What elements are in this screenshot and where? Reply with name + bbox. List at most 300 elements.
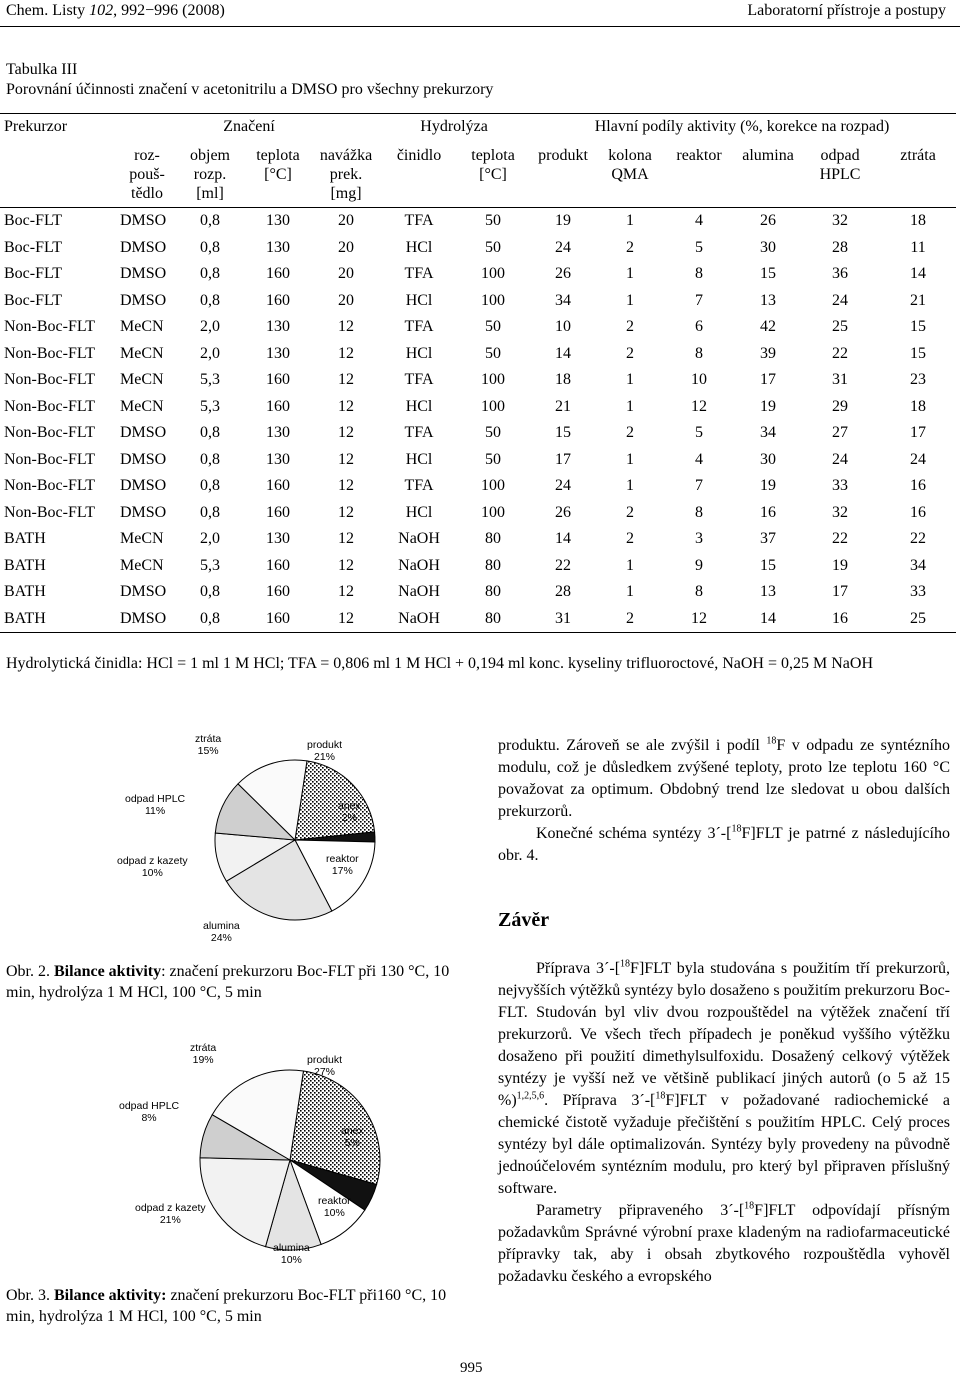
table-row bbox=[0, 553, 956, 580]
table-row bbox=[0, 341, 956, 368]
pie-label-value: 10% bbox=[141, 867, 163, 879]
table-cell: 2 bbox=[626, 318, 635, 335]
pie-label bbox=[273, 1242, 310, 1266]
pie-label bbox=[326, 853, 359, 877]
table-cell: 8 bbox=[695, 344, 704, 362]
table-row bbox=[0, 288, 956, 315]
table-cell: 50 bbox=[485, 344, 502, 362]
table-cell: 22 bbox=[832, 530, 849, 547]
table-cell: 16 bbox=[760, 503, 777, 521]
table-cell: 28 bbox=[555, 583, 572, 600]
table-cell: 12 bbox=[338, 344, 355, 362]
table-cell: 0,8 bbox=[200, 291, 220, 309]
table-cell: 27 bbox=[832, 424, 849, 441]
pie-label-value: 21% bbox=[159, 1214, 181, 1226]
table-cell: 0,8 bbox=[200, 424, 220, 441]
table-cell: HCl bbox=[405, 397, 433, 415]
table-cell: TFA bbox=[404, 424, 434, 441]
table-row bbox=[0, 526, 956, 553]
subheader-cell: teplota [°C] bbox=[458, 140, 528, 208]
data-table bbox=[0, 113, 956, 633]
table-cell: 5 bbox=[695, 238, 704, 256]
table-caption bbox=[6, 60, 493, 100]
table-cell: DMSO bbox=[120, 238, 167, 256]
pie-label-value: 24% bbox=[210, 932, 232, 944]
table-cell: 32 bbox=[832, 212, 849, 229]
table-cell: 34 bbox=[555, 291, 572, 309]
table-cell: 24 bbox=[832, 450, 849, 468]
table-cell: 31 bbox=[832, 371, 849, 388]
pie-label-value: 10% bbox=[280, 1254, 302, 1266]
pie-slice-produkt bbox=[295, 761, 375, 840]
pie-svg bbox=[100, 1030, 480, 1270]
pie-label-name: alumina bbox=[273, 1242, 310, 1254]
table-cell: Non-Boc-FLT bbox=[4, 397, 95, 415]
table-cell: 24 bbox=[555, 477, 572, 494]
table-cell: 160 bbox=[266, 291, 290, 309]
table-cell: 24 bbox=[832, 291, 849, 309]
page-number: 995 bbox=[460, 1360, 483, 1376]
table-cell: NaOH bbox=[398, 583, 440, 600]
table-cell: 13 bbox=[760, 583, 777, 600]
pie-label-name: anex bbox=[341, 1125, 364, 1137]
table-cell: MeCN bbox=[120, 397, 164, 415]
pie-label bbox=[318, 1195, 351, 1219]
table-cell: 80 bbox=[485, 556, 502, 574]
table-cell: Non-Boc-FLT bbox=[4, 477, 95, 494]
table-cell: 26 bbox=[555, 503, 572, 521]
pie-label-name: odpad HPLC bbox=[119, 1100, 180, 1112]
table-cell: 1 bbox=[626, 212, 635, 229]
pie-label-name: anex bbox=[338, 800, 361, 812]
table-cell: 160 bbox=[266, 397, 290, 415]
table-cell: 130 bbox=[266, 424, 290, 441]
table-cell: 15 bbox=[760, 265, 777, 282]
section-heading: Závěr bbox=[498, 909, 550, 931]
table-cell: HCl bbox=[405, 238, 433, 256]
table-cell: 25 bbox=[832, 318, 849, 335]
table-cell: 17 bbox=[832, 583, 849, 600]
subheader-cell: reaktor bbox=[662, 140, 736, 208]
table-cell: DMSO bbox=[118, 606, 176, 633]
table-cell: 18 bbox=[555, 371, 572, 388]
table-cell: TFA bbox=[404, 477, 434, 494]
table-cell: Boc-FLT bbox=[4, 291, 63, 309]
table-cell: BATH bbox=[4, 530, 46, 547]
pie-label-value: 19% bbox=[192, 1054, 214, 1066]
table-cell: 10 bbox=[555, 318, 572, 335]
table-cell: DMSO bbox=[120, 477, 167, 494]
table-cell: 34 bbox=[760, 424, 777, 441]
table-cell: 1 bbox=[626, 556, 635, 574]
table-cell: 37 bbox=[760, 530, 777, 547]
table-title: Porovnání účinnosti značení v acetonitrilu a DMSO pro všechny prekurzory bbox=[6, 81, 494, 98]
table-cell: 12 bbox=[312, 606, 380, 633]
table-cell: 12 bbox=[338, 450, 355, 468]
running-header-section: Laboratorní přístroje a postupy bbox=[747, 2, 946, 19]
table-cell: 8 bbox=[695, 503, 704, 521]
table-cell: 4 bbox=[695, 450, 704, 468]
table-row bbox=[0, 208, 956, 235]
table-row bbox=[0, 261, 956, 288]
table-cell: 26 bbox=[760, 212, 777, 229]
table-cell: 130 bbox=[266, 212, 290, 229]
table-cell: 36 bbox=[832, 265, 849, 282]
table-cell: 24 bbox=[555, 238, 572, 256]
table-cell: 22 bbox=[555, 556, 572, 574]
table-cell: 2 bbox=[626, 344, 635, 362]
table-cell: 33 bbox=[910, 583, 927, 600]
paragraph-top: produktu. Zároveň se ale zvýšil i podíl $^{18}$F v odpadu ze syntézního modulu, což je důsledkem zvýšené teploty, proto lze teplotu 160 °C považovat za optimum. Obdobný trend lze sledovat u obou dalších prekurzorů. Konečné schéma syntézy 3´-[$^{18}$F]FLT je patrné z následujícího obr. 4. bbox=[498, 735, 950, 864]
table-cell: 12 bbox=[338, 397, 355, 415]
pie-label bbox=[195, 733, 221, 757]
table-cell: 34 bbox=[910, 556, 927, 574]
pie-label-name: alumina bbox=[203, 920, 240, 932]
table-cell: 16 bbox=[910, 477, 927, 494]
table-cell: BATH bbox=[0, 606, 118, 633]
table-cell: 11 bbox=[910, 238, 926, 256]
pie-label-value: 5% bbox=[344, 1137, 360, 1149]
table-cell: MeCN bbox=[120, 371, 164, 388]
table-cell: 28 bbox=[832, 238, 849, 256]
table-cell: 80 bbox=[485, 530, 502, 547]
table-cell: 160 bbox=[266, 371, 290, 388]
pie-label-name: odpad z kazety bbox=[117, 855, 188, 867]
table-cell: 130 bbox=[266, 530, 290, 547]
table-cell: 0,8 bbox=[200, 265, 220, 282]
table-cell: 0,8 bbox=[200, 583, 220, 600]
table-cell: 29 bbox=[832, 397, 849, 415]
table-cell: TFA bbox=[404, 318, 434, 335]
pie-label-name: reaktor bbox=[326, 853, 359, 865]
table-cell: 2 bbox=[626, 238, 635, 256]
table-cell: 2,0 bbox=[200, 530, 220, 547]
table-cell: 15 bbox=[910, 344, 927, 362]
table-cell: Boc-FLT bbox=[4, 212, 63, 229]
table-cell: 2,0 bbox=[200, 318, 220, 335]
table-cell: 100 bbox=[481, 503, 506, 521]
table-cell: 12 bbox=[338, 477, 355, 494]
table-cell: 30 bbox=[760, 450, 777, 468]
running-header-journal: Chem. Listy 102, 992−996 (2008) bbox=[6, 2, 225, 19]
table-cell: 16 bbox=[910, 503, 927, 521]
table-cell: 5,3 bbox=[200, 556, 220, 574]
table-cell: BATH bbox=[4, 556, 46, 574]
table-cell: 2 bbox=[598, 606, 662, 633]
table-cell: 5,3 bbox=[200, 397, 220, 415]
subheader-cell: kolona QMA bbox=[598, 140, 662, 208]
pie-label-value: 15% bbox=[197, 745, 219, 757]
pie-label bbox=[117, 855, 188, 879]
subheader-cell: roz- pouš- tědlo bbox=[118, 140, 176, 208]
table-cell: 80 bbox=[485, 583, 502, 600]
table-cell: 26 bbox=[555, 265, 572, 282]
table-cell: 32 bbox=[832, 503, 849, 521]
table-cell: 19 bbox=[760, 397, 777, 415]
table-cell: HCl bbox=[405, 450, 433, 468]
table-cell: MeCN bbox=[120, 530, 164, 547]
table-cell: 0,8 bbox=[176, 606, 244, 633]
pie-label bbox=[307, 1054, 342, 1078]
header-hydrolyza: Hydrolýza bbox=[380, 114, 528, 141]
table-cell: 160 bbox=[266, 583, 290, 600]
table-cell: 2 bbox=[626, 424, 635, 441]
table-cell: 1 bbox=[626, 477, 635, 494]
table-cell: 15 bbox=[910, 318, 927, 335]
table-row bbox=[0, 367, 956, 394]
table-cell: 1 bbox=[626, 450, 635, 468]
pie-label bbox=[190, 1042, 216, 1066]
table-cell: 5,3 bbox=[200, 371, 220, 388]
table-cell: 14 bbox=[736, 606, 800, 633]
table-cell: 0,8 bbox=[200, 212, 220, 229]
table-cell: 18 bbox=[910, 397, 927, 415]
table-cell: 3 bbox=[695, 530, 704, 547]
table-cell: 22 bbox=[910, 530, 927, 547]
table-cell: 30 bbox=[760, 238, 777, 256]
subheader-cell: objem rozp. [ml] bbox=[176, 140, 244, 208]
table-cell: 42 bbox=[760, 318, 777, 335]
table-cell: 8 bbox=[695, 583, 704, 600]
table-row bbox=[0, 394, 956, 421]
table-cell: 1 bbox=[626, 265, 635, 282]
table-row bbox=[0, 314, 956, 341]
table-cell: 1 bbox=[626, 397, 635, 415]
table-cell: 17 bbox=[555, 450, 572, 468]
header-znaceni: Značení bbox=[118, 114, 380, 141]
table-cell: 1 bbox=[626, 583, 635, 600]
table-cell: 20 bbox=[338, 291, 355, 309]
table-cell: 2 bbox=[626, 503, 635, 521]
table-cell: 24 bbox=[910, 450, 927, 468]
table-cell: 2 bbox=[626, 530, 635, 547]
subheader-cell: teplota [°C] bbox=[244, 140, 312, 208]
pie-label bbox=[135, 1202, 206, 1226]
table-cell: 14 bbox=[910, 265, 927, 282]
pie-label-name: produkt bbox=[307, 1054, 343, 1066]
table-cell: Non-Boc-FLT bbox=[4, 503, 95, 521]
table-cell: 15 bbox=[555, 424, 572, 441]
table-cell: Non-Boc-FLT bbox=[4, 344, 95, 362]
table-cell: 15 bbox=[760, 556, 777, 574]
table-group-header bbox=[0, 114, 956, 141]
table-cell: DMSO bbox=[120, 265, 167, 282]
table-cell: 12 bbox=[338, 503, 355, 521]
header-podily: Hlavní podíly aktivity (%, korekce na rozpad) bbox=[528, 114, 956, 141]
table-cell: 160 bbox=[266, 265, 290, 282]
table-row bbox=[0, 606, 956, 633]
table-cell: 14 bbox=[555, 344, 572, 362]
table-cell: TFA bbox=[404, 212, 434, 229]
pie-label bbox=[203, 920, 240, 944]
table-cell: 20 bbox=[338, 212, 355, 229]
table-cell: 50 bbox=[485, 450, 502, 468]
table-cell: 50 bbox=[485, 238, 502, 256]
table-row bbox=[0, 500, 956, 527]
table-cell: 12 bbox=[338, 556, 355, 574]
table-cell: 12 bbox=[338, 530, 355, 547]
table-cell: Non-Boc-FLT bbox=[4, 371, 95, 388]
pie-label-value: 2% bbox=[341, 812, 357, 824]
table-cell: 20 bbox=[338, 238, 355, 256]
table-cell: NaOH bbox=[398, 556, 440, 574]
table-cell: 2,0 bbox=[200, 344, 220, 362]
pie-label bbox=[307, 739, 342, 763]
header-rule bbox=[0, 26, 960, 27]
table-cell: 100 bbox=[481, 477, 506, 494]
table-cell: 12 bbox=[338, 371, 355, 388]
table-cell: 160 bbox=[266, 556, 290, 574]
table-cell: 21 bbox=[910, 291, 927, 309]
table-cell: 130 bbox=[266, 318, 290, 335]
table-cell: 1 bbox=[626, 371, 635, 388]
table-cell: Boc-FLT bbox=[4, 265, 63, 282]
table-cell: 100 bbox=[481, 291, 506, 309]
pie-label-value: 11% bbox=[144, 805, 166, 817]
table-cell: 12 bbox=[338, 583, 355, 600]
table-cell: 6 bbox=[695, 318, 704, 335]
table-cell: 10 bbox=[691, 371, 708, 388]
table-cell: 22 bbox=[832, 344, 849, 362]
pie-label-name: ztráta bbox=[195, 733, 222, 745]
table-cell: 16 bbox=[800, 606, 880, 633]
table-cell: BATH bbox=[4, 583, 46, 600]
table-cell: 33 bbox=[832, 477, 849, 494]
table-subheader bbox=[0, 140, 956, 208]
table-cell: 50 bbox=[485, 318, 502, 335]
pie-label-value: 8% bbox=[141, 1112, 157, 1124]
table-cell: Non-Boc-FLT bbox=[4, 450, 95, 468]
table-cell: 100 bbox=[481, 397, 506, 415]
table-row bbox=[0, 447, 956, 474]
pie-label-name: odpad z kazety bbox=[135, 1202, 206, 1214]
table-cell: MeCN bbox=[120, 318, 164, 335]
pie-label-name: produkt bbox=[307, 739, 343, 751]
table-cell: DMSO bbox=[120, 424, 167, 441]
table-cell: 31 bbox=[528, 606, 598, 633]
table-cell: 8 bbox=[695, 265, 704, 282]
table-cell: 80 bbox=[458, 606, 528, 633]
subheader-cell: činidlo bbox=[380, 140, 458, 208]
table-cell: 100 bbox=[481, 265, 506, 282]
table-cell: DMSO bbox=[120, 503, 167, 521]
table-cell: DMSO bbox=[120, 450, 167, 468]
pie-label bbox=[125, 793, 185, 817]
table-number: Tabulka III bbox=[6, 61, 78, 78]
pie-label-value: 21% bbox=[314, 751, 336, 763]
paragraph-conclusion: Příprava 3´-[$^{18}$F]FLT byla studována s použitím tří prekurzorů, nejvyšších výtěžků syntézy bylo dosaženo s použitím prekurzoru Boc-FLT. Studován byl vliv dvou rozpouštědel na výtěžek značení tří prekurzorů. Ve všech třech případech je poněkud vyššího výtěžku dosaženo při použití dimethylsulfoxidu. Dosažený celkový výtěžek syntézy je vyšší než ve většině publikací jiných autorů (o 5 až 15 %)$^{1,2,5,6}$. Příprava 3´-[$^{18}$F]FLT v požadované radiochemické a chemické čistotě vyžaduje přečištění s použitím HPLC. Celý proces syntézy byl dále optimalizován. Syntézy byly provedeny na původně jednoúčelovém syntézním modulu, pro který byl připraven příslušný software. Parametry připraveného 3´-[$^{18}$F]FLT odpovídají přísným požadavkům Správné výrobní praxe kladeným na radiofarmaceutické přípravky tak, aby i obsah zbytkového rozpouštědla vyhověl požadavku českého a evropského bbox=[498, 958, 951, 1285]
table-cell: Non-Boc-FLT bbox=[4, 318, 95, 335]
table-cell: 100 bbox=[481, 371, 506, 388]
table-cell: Boc-FLT bbox=[4, 238, 63, 256]
table-cell: DMSO bbox=[120, 583, 167, 600]
table-cell: 130 bbox=[266, 238, 290, 256]
table-cell: HCl bbox=[405, 344, 433, 362]
table-cell: Non-Boc-FLT bbox=[4, 424, 95, 441]
table-cell: 14 bbox=[555, 530, 572, 547]
pie-label-value: 27% bbox=[314, 1066, 336, 1078]
pie-label-value: 10% bbox=[323, 1207, 345, 1219]
table-cell: 18 bbox=[910, 212, 927, 229]
subheader-cell: alumina bbox=[736, 140, 800, 208]
table-cell: DMSO bbox=[120, 212, 167, 229]
table-cell: 19 bbox=[760, 477, 777, 494]
table-row bbox=[0, 235, 956, 262]
table-cell: 20 bbox=[338, 265, 355, 282]
table-cell: 130 bbox=[266, 450, 290, 468]
journal-volume: 102 bbox=[89, 2, 114, 19]
pie-label-name: odpad HPLC bbox=[125, 793, 186, 805]
figure-3-caption: Obr. 3. Bilance aktivity: značení prekurzoru Boc-FLT při160 °C, 10 min, hydrolýza 1 M HCl, 100 °C, 5 min bbox=[6, 1287, 447, 1325]
table-cell: NaOH bbox=[398, 530, 440, 547]
table-cell: 9 bbox=[695, 556, 704, 574]
table-cell: 39 bbox=[760, 344, 777, 362]
table-cell: 160 bbox=[244, 606, 312, 633]
table-cell: 12 bbox=[338, 424, 355, 441]
table-cell: MeCN bbox=[120, 344, 164, 362]
table-cell: TFA bbox=[404, 265, 434, 282]
table-cell: HCl bbox=[405, 503, 433, 521]
table-footnote: Hydrolytická činidla: HCl = 1 ml 1 M HCl; TFA = 0,806 ml 1 M HCl + 0,194 ml konc. kyseliny trifluoroctové, NaOH = 0,25 M NaOH bbox=[6, 655, 873, 672]
table-row bbox=[0, 420, 956, 447]
table-cell: 5 bbox=[695, 424, 704, 441]
table-cell: 50 bbox=[485, 212, 502, 229]
pie-label-name: ztráta bbox=[190, 1042, 217, 1054]
table-cell: 160 bbox=[266, 477, 290, 494]
subheader-cell: odpad HPLC bbox=[800, 140, 880, 208]
table-cell: 0,8 bbox=[200, 503, 220, 521]
pie-label-value: 17% bbox=[331, 865, 353, 877]
table-cell: 160 bbox=[266, 503, 290, 521]
table-cell: HCl bbox=[405, 291, 433, 309]
pie-chart-fig3 bbox=[100, 1030, 480, 1270]
table-cell: TFA bbox=[404, 371, 434, 388]
header-empty bbox=[0, 140, 118, 208]
pie-svg bbox=[100, 725, 480, 945]
table-row bbox=[0, 473, 956, 500]
figure-2-caption: Obr. 2. Bilance aktivity: značení prekurzoru Boc-FLT při 130 °C, 10 min, hydrolýza 1 M HCl, 100 °C, 5 min bbox=[6, 963, 450, 1001]
table-cell: 23 bbox=[910, 371, 927, 388]
table-cell: 7 bbox=[695, 477, 704, 494]
table-cell: NaOH bbox=[380, 606, 458, 633]
table-cell: 25 bbox=[880, 606, 956, 633]
table-cell: 4 bbox=[695, 212, 704, 229]
table-cell: 19 bbox=[832, 556, 849, 574]
table-cell: 19 bbox=[555, 212, 572, 229]
pie-label bbox=[341, 1125, 364, 1149]
table-cell: 12 bbox=[662, 606, 736, 633]
table-cell: 0,8 bbox=[200, 238, 220, 256]
table-cell: 12 bbox=[691, 397, 708, 415]
table-cell: DMSO bbox=[120, 291, 167, 309]
table-cell: 13 bbox=[760, 291, 777, 309]
table-cell: 0,8 bbox=[200, 450, 220, 468]
table-cell: 17 bbox=[760, 371, 777, 388]
pie-chart-fig2 bbox=[100, 725, 480, 945]
subheader-cell: produkt bbox=[528, 140, 598, 208]
table-cell: MeCN bbox=[120, 556, 164, 574]
table-cell: 50 bbox=[485, 424, 502, 441]
table-cell: 130 bbox=[266, 344, 290, 362]
table-cell: 0,8 bbox=[200, 477, 220, 494]
table-cell: 12 bbox=[338, 318, 355, 335]
subheader-cell: navážka prek. [mg] bbox=[312, 140, 380, 208]
pie-label bbox=[119, 1100, 179, 1124]
table-row bbox=[0, 579, 956, 606]
table-cell: 1 bbox=[626, 291, 635, 309]
subheader-cell: ztráta bbox=[880, 140, 956, 208]
header-prekurzor: Prekurzor bbox=[0, 114, 118, 141]
